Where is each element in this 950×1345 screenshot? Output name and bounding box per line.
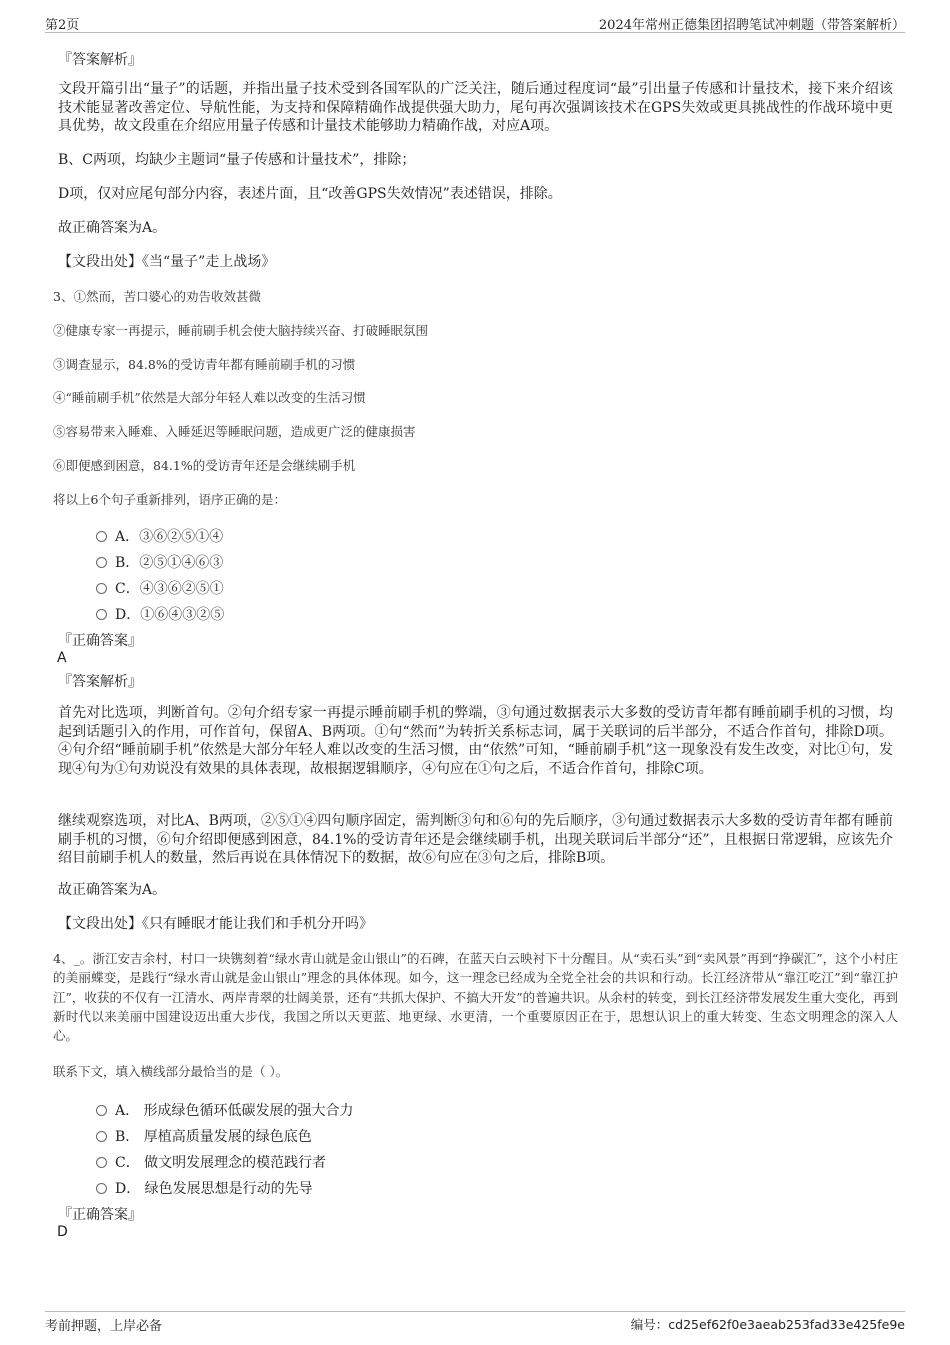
- option-c[interactable]: C． 做文明发展理念的模范践行者: [96, 1152, 326, 1172]
- source-citation: 【文段出处】《当“量子”走上战场》: [58, 254, 276, 270]
- page-footer: [45, 1311, 905, 1334]
- radio-icon[interactable]: [96, 583, 107, 594]
- question-sentence: ④“睡前刷手机”依然是大部分年轻人难以改变的生活习惯: [53, 390, 366, 405]
- analysis-paragraph: B、C两项，均缺少主题词“量子传感和计量技术”，排除；: [58, 152, 416, 168]
- page-number: 第2页: [45, 18, 80, 33]
- correct-answer: A: [57, 650, 67, 666]
- question-sentence: ②健康专家一再提示，睡前刷手机会使大脑持续兴奋、打破睡眠氛围: [53, 323, 429, 338]
- radio-icon[interactable]: [96, 1105, 107, 1116]
- question-prompt: 将以上6个句子重新排列，语序正确的是：: [53, 492, 286, 507]
- source-citation: 【文段出处】《只有睡眠才能让我们和手机分开吗》: [58, 916, 373, 932]
- question-prompt: 联系下文，填入横线部分最恰当的是（ ）。: [53, 1064, 289, 1079]
- question-stem: 4、_。浙江安吉余村，村口一块镌刻着“绿水青山就是金山银山”的石碑，在蓝天白云映衬下十分醒目。从“卖石头”到“卖风景”再到“挣碳汇”，这个小村庄的美丽蝶变，是践行“绿水青山就是金山银山”理念的具体体现。如今，这一理念已经成为全党全社会的共识和行动。长江经济带从“靠江吃江”到“靠江护江”，收获的不仅有一江清水、两岸青翠的壮阔美景，还有“共抓大保护、不搞大开发”的普遍共识。从余村的转变，到长江经济带发展发生重大变化，再到新时代以来美丽中国建设迈出重大步伐，我国之所以天更蓝、地更绿、水更清，一个重要原因正在于，思想认识上的重大转变、生态文明理念的深入人心。: [53, 951, 898, 1044]
- analysis-paragraph: 文段开篇引出“量子”的话题，并指出量子技术受到各国军队的广泛关注，随后通过程度词“最”引出量子传感和计量技术，接下来介绍该技术能显著改善定位、导航性能，为支持和保障精确作战提供强大助力，尾句再次强调该技术在GPS失效或更具挑战性的作战环境中更具优势，故文段重在介绍应用量子传感和计量技术能够助力精确作战，对应A项。: [58, 81, 893, 134]
- analysis-label: 『答案解析』: [58, 52, 142, 68]
- radio-icon[interactable]: [96, 609, 107, 620]
- correct-answer: D: [57, 1224, 68, 1240]
- question-sentence: ⑥即便感到困意，84.1%的受访青年还是会继续刷手机: [53, 458, 356, 473]
- radio-icon[interactable]: [96, 557, 107, 568]
- radio-icon[interactable]: [96, 1131, 107, 1142]
- page-header: [45, 14, 905, 33]
- question-sentence: 3、①然而，苦口婆心的劝告收效甚微: [53, 289, 261, 304]
- radio-icon[interactable]: [96, 1157, 107, 1168]
- option-d[interactable]: D． 绿色发展思想是行动的先导: [96, 1178, 313, 1198]
- radio-icon[interactable]: [96, 1183, 107, 1194]
- footer-slogan: 考前押题，上岸必备: [45, 1319, 163, 1334]
- option-a[interactable]: A． 形成绿色循环低碳发展的强大合力: [96, 1100, 354, 1120]
- analysis-label: 『答案解析』: [58, 674, 142, 690]
- analysis-conclusion: 故正确答案为A。: [58, 882, 167, 898]
- option-b[interactable]: B．②⑤①④⑥③: [96, 552, 223, 572]
- analysis-conclusion: 故正确答案为A。: [58, 220, 167, 236]
- analysis-paragraph: 继续观察选项，对比A、B两项，②⑤①④四句顺序固定，需判断③句和⑥句的先后顺序，③句通过数据表示大多数的受访青年都有睡前刷手机的习惯，⑥句介绍即便感到困意，84.1%的受访青年还是会继续刷手机，出现关联词后半部分“还”，且根据日常逻辑，应该先介绍目前刷手机人的数量，然后再说在具体情况下的数据，故⑥句应在③句之后，排除B项。: [58, 813, 893, 866]
- option-a[interactable]: A．③⑥②⑤①④: [96, 526, 223, 546]
- document-id: 编号：cd25ef62f0e3aeab253fad33e425fe9e: [630, 1317, 905, 1332]
- analysis-paragraph: D项，仅对应尾句部分内容，表述片面，且“改善GPS失效情况”表述错误，排除。: [58, 186, 562, 202]
- analysis-paragraph: 首先对比选项，判断首句。②句介绍专家一再提示睡前刷手机的弊端，③句通过数据表示大多数的受访青年都有睡前刷手机的习惯，均起到话题引入的作用，可作首句，保留A、B两项。①句“然而”为转折关系标志词，属于关联词的后半部分，不适合作首句，排除D项。④句介绍“睡前刷手机”依然是大部分年轻人难以改变的生活习惯，由“依然”可知，“睡前刷手机”这一现象没有发生改变，对比①句，发现④句为①句劝说没有效果的具体表现，故根据逻辑顺序，④句应在①句之后，不适合作首句，排除C项。: [58, 705, 893, 777]
- option-b[interactable]: B． 厚植高质量发展的绿色底色: [96, 1126, 312, 1146]
- question-sentence: ⑤容易带来入睡难、入睡延迟等睡眠问题，造成更广泛的健康损害: [53, 424, 416, 439]
- radio-icon[interactable]: [96, 531, 107, 542]
- question-sentence: ③调查显示，84.8%的受访青年都有睡前刷手机的习惯: [53, 357, 356, 372]
- document-title: 2024年常州正德集团招聘笔试冲刺题（带答案解析）: [598, 18, 905, 33]
- answer-label: 『正确答案』: [58, 1207, 142, 1223]
- answer-label: 『正确答案』: [58, 633, 142, 649]
- option-d[interactable]: D．①⑥④③②⑤: [96, 604, 224, 624]
- option-c[interactable]: C．④③⑥②⑤①: [96, 578, 224, 598]
